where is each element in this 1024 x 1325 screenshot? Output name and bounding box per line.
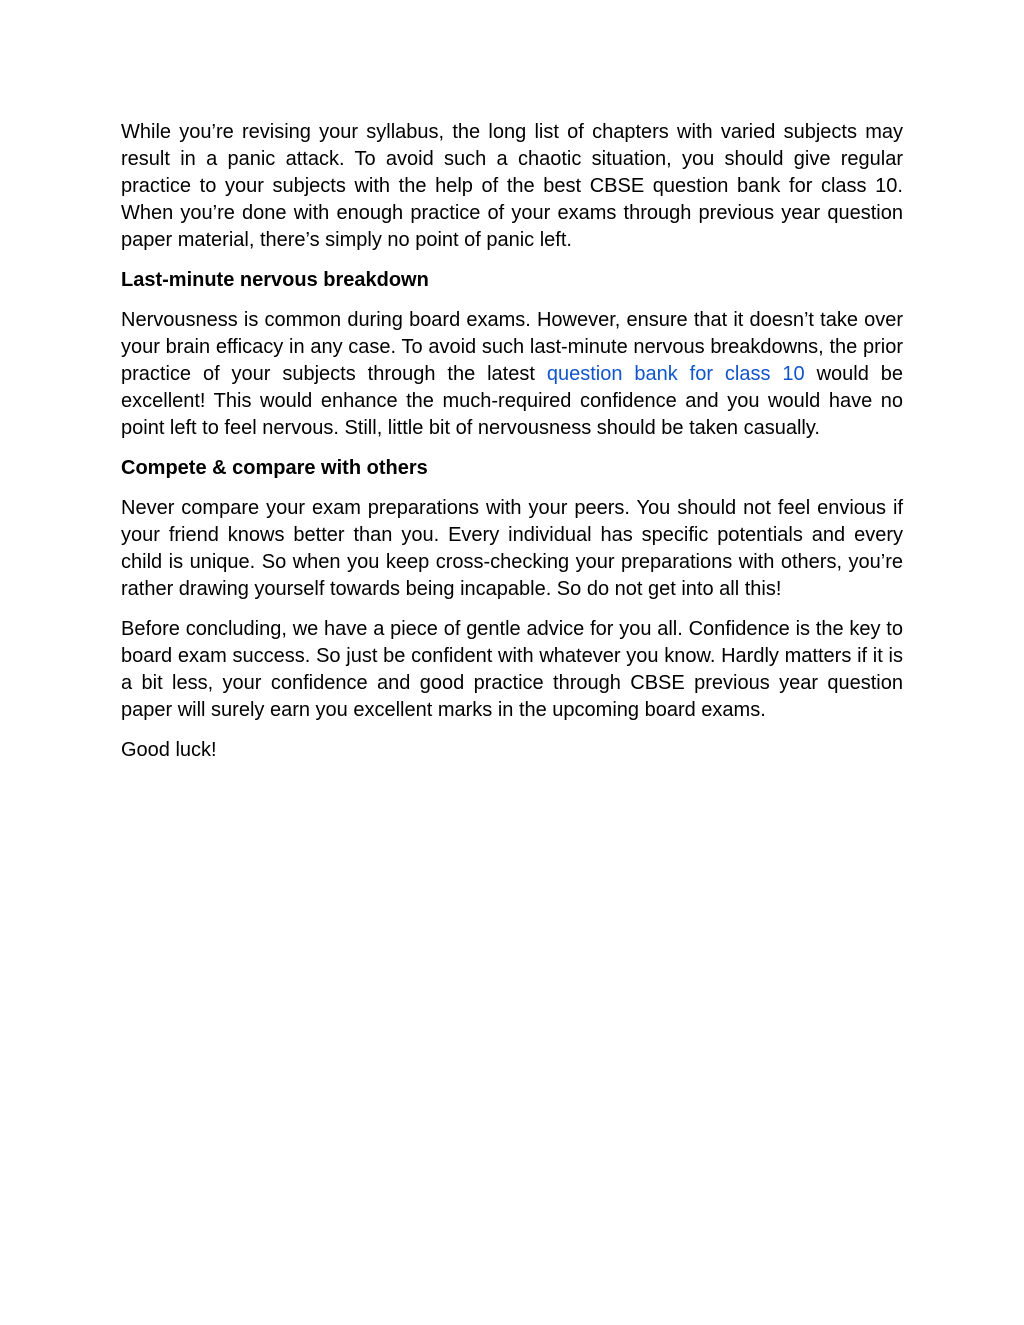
conclusion-paragraph: Before concluding, we have a piece of gentle advice for you all. Confidence is the key to board exam success. So just be confident with whatever you know. Hardly matters if it is a bit less, your confidence and good practice through CBSE previous year question paper will surely earn you excellent marks in the upcoming board exams. xyxy=(121,618,903,721)
nervous-breakdown-paragraph xyxy=(121,307,903,442)
intro-paragraph: While you’re revising your syllabus, the long list of chapters with varied subjects may result in a panic attack. To avoid such a chaotic situation, you should give regular practice to your subjects with the help of the best CBSE question bank for class 10. When you’re done with enough practice of your exams through previous year question paper material, there’s simply no point of panic left. xyxy=(121,121,903,251)
document-page xyxy=(121,119,903,777)
nervous-text-before-link: Nervousness is common during board exams. However, ensure that it doesn’t take over your brain efficacy in any case. To avoid such last-minute nervous breakdowns, the prior practice of your subjects through the latest xyxy=(121,309,903,385)
section-heading-nervous-breakdown: Last-minute nervous breakdown xyxy=(121,269,429,291)
compare-paragraph: Never compare your exam preparations with your peers. You should not feel envious if your friend knows better than you. Every individual has specific potentials and every child is unique. So when you keep cross-checking your preparations with others, you’re rather drawing yourself towards being incapable. So do not get into all this! xyxy=(121,497,903,600)
closing-line: Good luck! xyxy=(121,739,217,761)
nervous-text-after-link: would be excellent! This would enhance the much-required confidence and you would have no point left to feel nervous. Still, little bit of nervousness should be taken casually. xyxy=(121,363,903,439)
section-heading-compare: Compete & compare with others xyxy=(121,457,428,479)
question-bank-link[interactable]: question bank for class 10 xyxy=(546,363,805,385)
